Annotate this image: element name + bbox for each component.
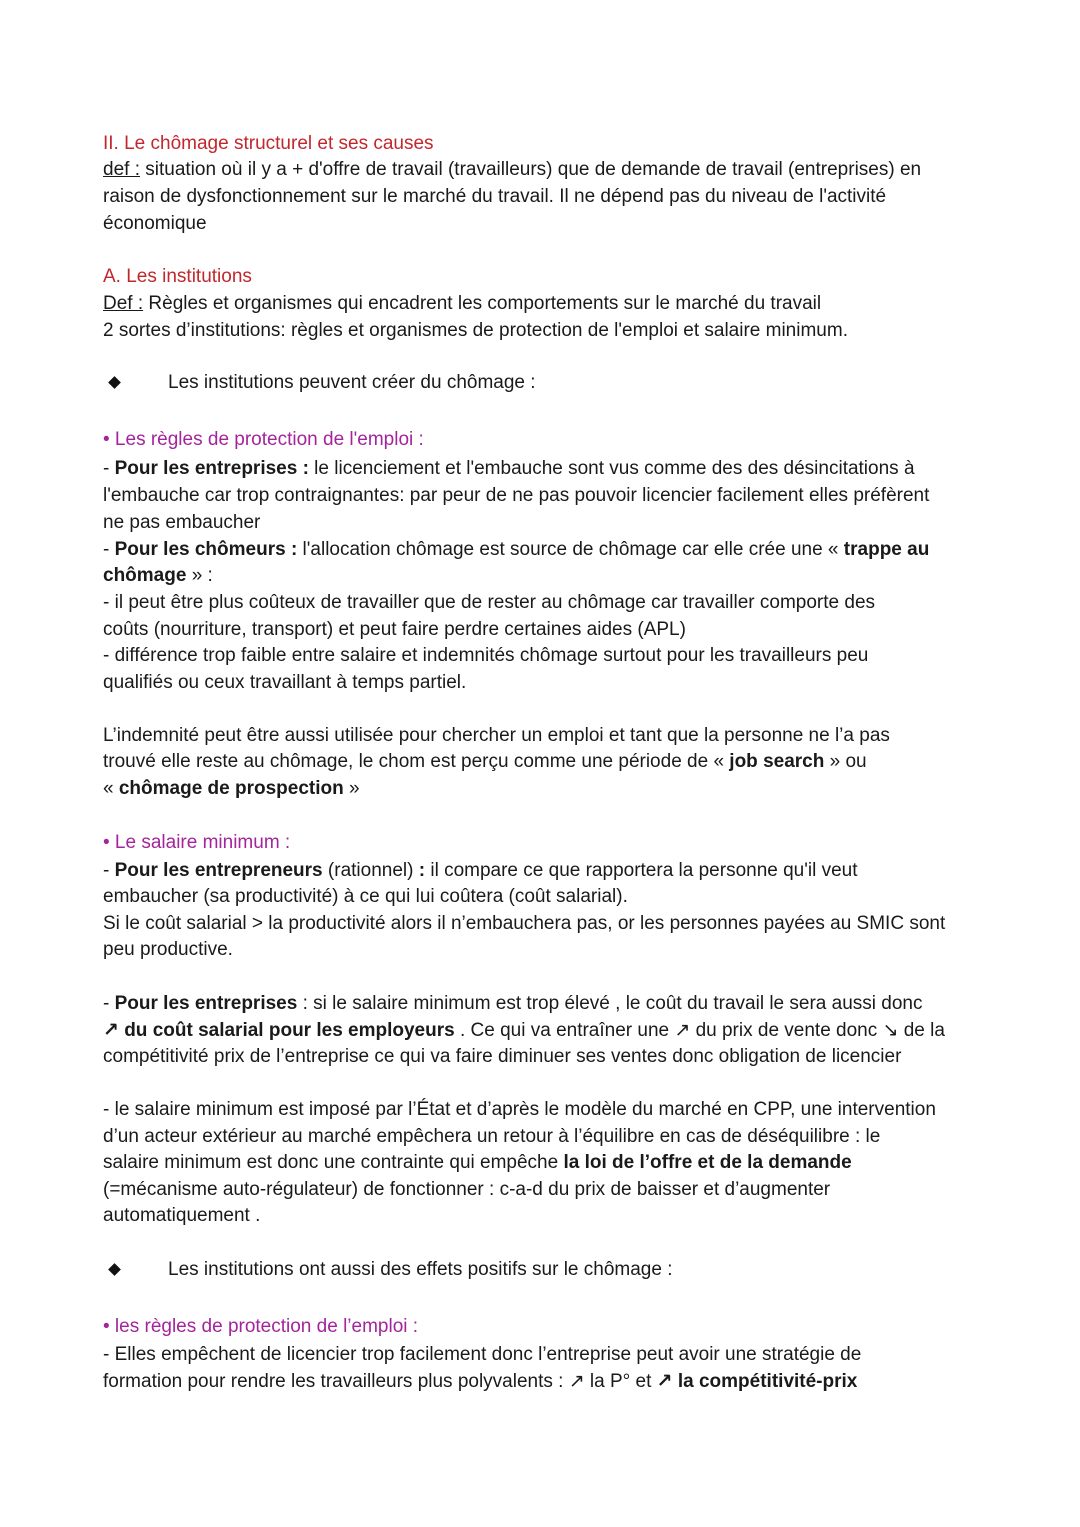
salaire-heading: • Le salaire minimum : bbox=[103, 832, 291, 853]
section-definition-line-3: économique bbox=[103, 213, 207, 234]
salaire-p1-line-3: Si le coût salarial > la productivité alors il n’embauchera pas, or les personnes payées au SMIC sont bbox=[103, 913, 946, 934]
dash: - bbox=[103, 993, 115, 1014]
protection-p5-line-1: L’indemnité peut être aussi utilisée pour chercher un emploi et tant que la personne ne l’a pas bbox=[103, 725, 890, 746]
salaire-p2-line-2 bbox=[103, 1018, 945, 1044]
text: le licenciement et l'embauche sont vus comme des des désincitations à bbox=[308, 458, 915, 479]
protection-p5-line-2 bbox=[103, 749, 867, 775]
text: formation pour rendre les travailleurs plus polyvalents : ↗ la P° et bbox=[103, 1371, 657, 1392]
bold-term: Pour les entreprises bbox=[114, 993, 298, 1014]
salaire-p3-line-2: d’un acteur extérieur au marché empêchera un retour à l’équilibre en cas de déséquilibre : le bbox=[103, 1126, 881, 1147]
positive-line-1: - Elles empêchent de licencier trop facilement donc l’entreprise peut avoir une stratégie de bbox=[103, 1344, 862, 1365]
text: : si le salaire minimum est trop élevé , le coût du travail le sera aussi donc bbox=[297, 993, 923, 1014]
protection-p3-line-2: coûts (nourriture, transport) et peut faire perdre certaines aides (APL) bbox=[103, 619, 686, 640]
protection-p3-line-1: - il peut être plus coûteux de travailler que de rester au chômage car travailler comporte des bbox=[103, 592, 876, 613]
salaire-p3-line-4: (=mécanisme auto-régulateur) de fonctionner : c-a-d du prix de baisser et d’augmenter bbox=[103, 1179, 831, 1200]
dash: - bbox=[103, 539, 115, 560]
protection-p4-line-2: qualifiés ou ceux travaillant à temps partiel. bbox=[103, 672, 467, 693]
salaire-p1-line-4: peu productive. bbox=[103, 939, 233, 960]
bold-term: la loi de l’offre et de la demande bbox=[563, 1152, 852, 1173]
diamond-bullet-icon bbox=[108, 376, 121, 389]
bold-term: : bbox=[418, 860, 426, 881]
text: » : bbox=[186, 565, 213, 586]
text: » ou bbox=[824, 751, 867, 772]
subsection-title: A. Les institutions bbox=[103, 266, 252, 287]
bold-term: ↗ du coût salarial pour les employeurs bbox=[103, 1020, 455, 1041]
protection-p4-line-1: - différence trop faible entre salaire et indemnités chômage surtout pour les travailleurs peu bbox=[103, 645, 869, 666]
protection-p1-line-2: l'embauche car trop contraignantes: par peur de ne pas pouvoir licencier facilement elles préfèrent bbox=[103, 485, 930, 506]
salaire-p1-line-2: embaucher (sa productivité) à ce qui lui coûtera (coût salarial). bbox=[103, 886, 628, 907]
protection-heading: • Les règles de protection de l'emploi : bbox=[103, 429, 424, 450]
salaire-p2-line-1 bbox=[103, 991, 922, 1017]
text: . Ce qui va entraîner une ↗ du prix de vente donc ↘ de la bbox=[454, 1020, 945, 1041]
dash: - bbox=[103, 458, 115, 479]
text: » bbox=[343, 778, 360, 799]
protection-p1-line-1 bbox=[103, 456, 915, 482]
text: l'allocation chômage est source de chômage car elle crée une « bbox=[297, 539, 844, 560]
def-text: Règles et organismes qui encadrent les comportements sur le marché du travail bbox=[143, 293, 822, 314]
protection-p5-line-3 bbox=[103, 776, 360, 802]
bold-term: chômage bbox=[103, 565, 187, 586]
salaire-p1-line-1 bbox=[103, 858, 858, 884]
text: (rationnel) bbox=[322, 860, 419, 881]
section-title: II. Le chômage structurel et ses causes bbox=[103, 133, 434, 154]
section-definition-line-1 bbox=[103, 157, 921, 183]
salaire-p3-line-3 bbox=[103, 1150, 852, 1176]
bold-term: Pour les entreprises : bbox=[114, 458, 309, 479]
bold-term: Pour les entrepreneurs bbox=[114, 860, 323, 881]
positive-heading: • les règles de protection de l’emploi : bbox=[103, 1316, 419, 1337]
bullet-heading-positive: Les institutions ont aussi des effets positifs sur le chômage : bbox=[168, 1259, 673, 1280]
subsection-definition bbox=[103, 291, 821, 317]
text: salaire minimum est donc une contrainte qui empêche bbox=[103, 1152, 564, 1173]
bullet-heading-negative: Les institutions peuvent créer du chômage : bbox=[168, 372, 536, 393]
text: trouvé elle reste au chômage, le chom est perçu comme une période de « bbox=[103, 751, 730, 772]
dash: - bbox=[103, 860, 115, 881]
def-label: def : bbox=[103, 159, 140, 180]
salaire-p2-line-3: compétitivité prix de l’entreprise ce qui va faire diminuer ses ventes donc obligation de licencier bbox=[103, 1046, 902, 1067]
institution-kinds: 2 sortes d’institutions: règles et organismes de protection de l'emploi et salaire minimum. bbox=[103, 320, 848, 341]
section-definition-line-2: raison de dysfonctionnement sur le marché du travail. Il ne dépend pas du niveau de l'activité bbox=[103, 186, 887, 207]
protection-p2-line-2 bbox=[103, 563, 213, 589]
protection-p2-line-1 bbox=[103, 537, 929, 563]
text: il compare ce que rapportera la personne qu'il veut bbox=[425, 860, 858, 881]
bold-term: job search bbox=[729, 751, 825, 772]
positive-line-2 bbox=[103, 1369, 857, 1395]
bold-term: chômage de prospection bbox=[118, 778, 344, 799]
def-text: situation où il y a + d'offre de travail (travailleurs) que de demande de travail (entreprises) en bbox=[139, 159, 922, 180]
bold-term: trappe au bbox=[843, 539, 930, 560]
salaire-p3-line-1: - le salaire minimum est imposé par l’État et d’après le modèle du marché en CPP, une intervention bbox=[103, 1099, 936, 1120]
protection-p1-line-3: ne pas embaucher bbox=[103, 512, 261, 533]
text: « bbox=[103, 778, 119, 799]
def-label: Def : bbox=[103, 293, 144, 314]
salaire-p3-line-5: automatiquement . bbox=[103, 1205, 261, 1226]
bold-term: Pour les chômeurs : bbox=[114, 539, 298, 560]
bold-term: ↗ la compétitivité-prix bbox=[656, 1371, 858, 1392]
diamond-bullet-icon bbox=[108, 1263, 121, 1276]
